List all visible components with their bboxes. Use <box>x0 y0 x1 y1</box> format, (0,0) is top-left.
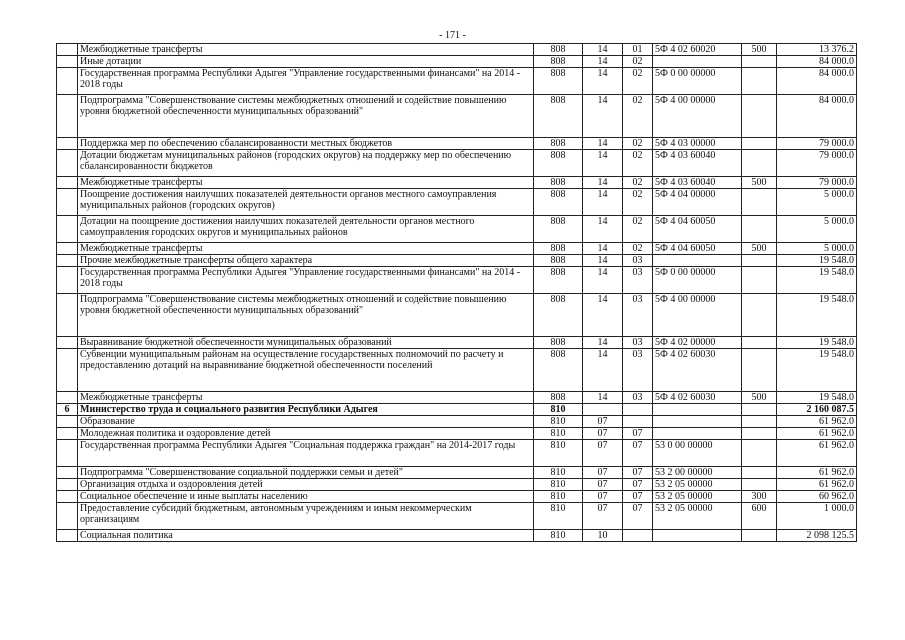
expense-type-code-cell <box>742 68 777 95</box>
amount-cell: 61 962.0 <box>777 440 857 467</box>
item-name-cell: Социальная политика <box>78 530 534 542</box>
department-code-cell: 808 <box>534 349 583 392</box>
subsection-code-cell: 02 <box>623 216 653 243</box>
table-row <box>57 177 857 189</box>
target-item-code-cell: 5Ф 4 04 00000 <box>653 189 742 216</box>
subsection-code-cell: 07 <box>623 467 653 479</box>
section-code-cell: 14 <box>583 189 623 216</box>
amount-cell: 19 548.0 <box>777 267 857 294</box>
department-code-cell: 808 <box>534 392 583 404</box>
section-code-cell <box>583 404 623 416</box>
item-name-cell: Министерство труда и социального развития Республики Адыгея <box>78 404 534 416</box>
item-name-cell: Подпрограмма "Совершенствование социальной поддержки семьи и детей" <box>78 467 534 479</box>
row-number-cell <box>57 177 78 189</box>
amount-cell: 1 000.0 <box>777 503 857 530</box>
item-name-cell: Прочие межбюджетные трансферты общего характера <box>78 255 534 267</box>
target-item-code-cell: 5Ф 4 03 60040 <box>653 150 742 177</box>
table-row <box>57 68 857 95</box>
row-number-cell <box>57 95 78 138</box>
item-name-cell: Межбюджетные трансферты <box>78 392 534 404</box>
item-name-cell: Поддержка мер по обеспечению сбалансированности местных бюджетов <box>78 138 534 150</box>
item-name-cell: Государственная программа Республики Адыгея "Управление государственными финансами" на 2014 - 2018 годы <box>78 68 534 95</box>
section-code-cell: 14 <box>583 294 623 337</box>
expense-type-code-cell <box>742 56 777 68</box>
item-name-cell: Образование <box>78 416 534 428</box>
section-code-cell: 14 <box>583 150 623 177</box>
table-row <box>57 95 857 138</box>
expense-type-code-cell <box>742 337 777 349</box>
section-code-cell: 14 <box>583 392 623 404</box>
amount-cell: 79 000.0 <box>777 138 857 150</box>
amount-cell: 61 962.0 <box>777 479 857 491</box>
department-code-cell: 808 <box>534 294 583 337</box>
table-row <box>57 479 857 491</box>
item-name-cell: Предоставление субсидий бюджетным, автономным учреждениям и иным некоммерческим организациям <box>78 503 534 530</box>
target-item-code-cell: 53 2 00 00000 <box>653 467 742 479</box>
subsection-code-cell: 02 <box>623 150 653 177</box>
department-code-cell: 808 <box>534 95 583 138</box>
amount-cell: 19 548.0 <box>777 255 857 267</box>
department-code-cell: 810 <box>534 503 583 530</box>
item-name-cell: Организация отдыха и оздоровления детей <box>78 479 534 491</box>
department-code-cell: 808 <box>534 243 583 255</box>
target-item-code-cell: 5Ф 4 00 00000 <box>653 294 742 337</box>
item-name-cell: Государственная программа Республики Адыгея "Управление государственными финансами" на 2014 - 2018 годы <box>78 267 534 294</box>
target-item-code-cell <box>653 56 742 68</box>
table-row <box>57 56 857 68</box>
department-code-cell: 808 <box>534 189 583 216</box>
row-number-cell <box>57 337 78 349</box>
expense-type-code-cell <box>742 416 777 428</box>
expense-type-code-cell: 500 <box>742 392 777 404</box>
department-code-cell: 810 <box>534 479 583 491</box>
amount-cell: 5 000.0 <box>777 216 857 243</box>
row-number-cell <box>57 491 78 503</box>
budget-table-body <box>57 44 857 542</box>
target-item-code-cell: 5Ф 0 00 00000 <box>653 267 742 294</box>
amount-cell: 84 000.0 <box>777 56 857 68</box>
table-row <box>57 428 857 440</box>
target-item-code-cell: 5Ф 4 02 60030 <box>653 349 742 392</box>
subsection-code-cell: 02 <box>623 189 653 216</box>
department-code-cell: 808 <box>534 68 583 95</box>
row-number-cell <box>57 56 78 68</box>
amount-cell: 5 000.0 <box>777 189 857 216</box>
section-code-cell: 14 <box>583 68 623 95</box>
department-code-cell: 808 <box>534 216 583 243</box>
expense-type-code-cell <box>742 530 777 542</box>
item-name-cell: Подпрограмма "Совершенствование системы межбюджетных отношений и содействие повышению уровня бюджетной обеспеченности муниципальных образований" <box>78 294 534 337</box>
section-code-cell: 14 <box>583 349 623 392</box>
department-code-cell: 810 <box>534 530 583 542</box>
table-row <box>57 243 857 255</box>
row-number-cell <box>57 267 78 294</box>
expense-type-code-cell <box>742 467 777 479</box>
table-row <box>57 150 857 177</box>
expense-type-code-cell <box>742 440 777 467</box>
item-name-cell: Субвенции муниципальным районам на осуществление государственных полномочий по расчету и предоставлению дотаций на выравнивание бюджетной обеспеченности поселений <box>78 349 534 392</box>
department-code-cell: 810 <box>534 404 583 416</box>
row-number-cell: 6 <box>57 404 78 416</box>
amount-cell: 13 376.2 <box>777 44 857 56</box>
table-row <box>57 138 857 150</box>
row-number-cell <box>57 216 78 243</box>
subsection-code-cell: 07 <box>623 479 653 491</box>
item-name-cell: Иные дотации <box>78 56 534 68</box>
item-name-cell: Поощрение достижения наилучших показателей деятельности органов местного самоуправления муниципальных районов (городских округов) <box>78 189 534 216</box>
subsection-code-cell: 07 <box>623 491 653 503</box>
item-name-cell: Дотации бюджетам муниципальных районов (городских округов) на поддержку мер по обеспечению сбалансированности бюджетов <box>78 150 534 177</box>
row-number-cell <box>57 44 78 56</box>
item-name-cell: Межбюджетные трансферты <box>78 243 534 255</box>
row-number-cell <box>57 416 78 428</box>
item-name-cell: Межбюджетные трансферты <box>78 44 534 56</box>
section-code-cell: 14 <box>583 56 623 68</box>
item-name-cell: Социальное обеспечение и иные выплаты населению <box>78 491 534 503</box>
amount-cell: 61 962.0 <box>777 428 857 440</box>
section-code-cell: 14 <box>583 255 623 267</box>
amount-cell: 19 548.0 <box>777 337 857 349</box>
row-number-cell <box>57 68 78 95</box>
target-item-code-cell: 5Ф 4 03 00000 <box>653 138 742 150</box>
row-number-cell <box>57 138 78 150</box>
table-row <box>57 530 857 542</box>
expense-type-code-cell: 500 <box>742 44 777 56</box>
target-item-code-cell: 5Ф 4 00 00000 <box>653 95 742 138</box>
target-item-code-cell: 5Ф 4 02 60020 <box>653 44 742 56</box>
section-code-cell: 14 <box>583 243 623 255</box>
amount-cell: 19 548.0 <box>777 392 857 404</box>
subsection-code-cell: 01 <box>623 44 653 56</box>
row-number-cell <box>57 503 78 530</box>
amount-cell: 2 160 087.5 <box>777 404 857 416</box>
department-code-cell: 808 <box>534 56 583 68</box>
department-code-cell: 808 <box>534 177 583 189</box>
row-number-cell <box>57 150 78 177</box>
department-code-cell: 810 <box>534 467 583 479</box>
department-code-cell: 808 <box>534 150 583 177</box>
row-number-cell <box>57 479 78 491</box>
department-code-cell: 810 <box>534 416 583 428</box>
section-code-cell: 07 <box>583 479 623 491</box>
item-name-cell: Дотации на поощрение достижения наилучших показателей деятельности органов местного самоуправления городских округов и муниципальных районов <box>78 216 534 243</box>
subsection-code-cell: 03 <box>623 255 653 267</box>
row-number-cell <box>57 392 78 404</box>
row-number-cell <box>57 189 78 216</box>
target-item-code-cell: 53 0 00 00000 <box>653 440 742 467</box>
department-code-cell: 808 <box>534 138 583 150</box>
expense-type-code-cell <box>742 428 777 440</box>
target-item-code-cell: 5Ф 4 02 00000 <box>653 337 742 349</box>
target-item-code-cell: 53 2 05 00000 <box>653 491 742 503</box>
table-row <box>57 267 857 294</box>
amount-cell: 61 962.0 <box>777 467 857 479</box>
table-row <box>57 349 857 392</box>
row-number-cell <box>57 294 78 337</box>
expense-type-code-cell <box>742 189 777 216</box>
subsection-code-cell <box>623 416 653 428</box>
table-row <box>57 416 857 428</box>
subsection-code-cell: 02 <box>623 138 653 150</box>
expense-type-code-cell: 600 <box>742 503 777 530</box>
amount-cell: 84 000.0 <box>777 95 857 138</box>
amount-cell: 2 098 125.5 <box>777 530 857 542</box>
row-number-cell <box>57 243 78 255</box>
expense-type-code-cell <box>742 95 777 138</box>
table-row <box>57 337 857 349</box>
amount-cell: 79 000.0 <box>777 177 857 189</box>
amount-cell: 19 548.0 <box>777 294 857 337</box>
expense-type-code-cell <box>742 267 777 294</box>
table-row <box>57 294 857 337</box>
section-code-cell: 07 <box>583 491 623 503</box>
expense-type-code-cell: 500 <box>742 177 777 189</box>
target-item-code-cell <box>653 404 742 416</box>
item-name-cell: Межбюджетные трансферты <box>78 177 534 189</box>
budget-table <box>56 43 857 542</box>
item-name-cell: Подпрограмма "Совершенствование системы межбюджетных отношений и содействие повышению уровня бюджетной обеспеченности муниципальных образований" <box>78 95 534 138</box>
amount-cell: 60 962.0 <box>777 491 857 503</box>
row-number-cell <box>57 255 78 267</box>
subsection-code-cell: 03 <box>623 337 653 349</box>
subsection-code-cell: 03 <box>623 267 653 294</box>
section-code-cell: 07 <box>583 440 623 467</box>
row-number-cell <box>57 440 78 467</box>
expense-type-code-cell <box>742 255 777 267</box>
table-row <box>57 491 857 503</box>
item-name-cell: Государственная программа Республики Адыгея "Социальная поддержка граждан" на 2014-2017 годы <box>78 440 534 467</box>
subsection-code-cell: 03 <box>623 392 653 404</box>
subsection-code-cell: 02 <box>623 56 653 68</box>
target-item-code-cell: 5Ф 0 00 00000 <box>653 68 742 95</box>
row-number-cell <box>57 530 78 542</box>
item-name-cell: Молодежная политика и оздоровление детей <box>78 428 534 440</box>
subsection-code-cell: 07 <box>623 503 653 530</box>
subsection-code-cell: 07 <box>623 440 653 467</box>
target-item-code-cell: 5Ф 4 04 60050 <box>653 243 742 255</box>
subsection-code-cell: 02 <box>623 68 653 95</box>
expense-type-code-cell <box>742 150 777 177</box>
amount-cell: 5 000.0 <box>777 243 857 255</box>
expense-type-code-cell <box>742 216 777 243</box>
section-code-cell: 07 <box>583 467 623 479</box>
row-number-cell <box>57 467 78 479</box>
target-item-code-cell: 5Ф 4 04 60050 <box>653 216 742 243</box>
section-code-cell: 07 <box>583 428 623 440</box>
department-code-cell: 810 <box>534 491 583 503</box>
table-row <box>57 392 857 404</box>
amount-cell: 61 962.0 <box>777 416 857 428</box>
department-code-cell: 808 <box>534 44 583 56</box>
target-item-code-cell <box>653 255 742 267</box>
table-row <box>57 189 857 216</box>
department-code-cell: 810 <box>534 440 583 467</box>
page-number: - 171 - <box>439 30 466 41</box>
department-code-cell: 808 <box>534 255 583 267</box>
amount-cell: 19 548.0 <box>777 349 857 392</box>
section-code-cell: 14 <box>583 267 623 294</box>
section-code-cell: 07 <box>583 503 623 530</box>
section-code-cell: 14 <box>583 138 623 150</box>
expense-type-code-cell: 500 <box>742 243 777 255</box>
subsection-code-cell: 07 <box>623 428 653 440</box>
expense-type-code-cell <box>742 294 777 337</box>
section-code-cell: 14 <box>583 337 623 349</box>
subsection-code-cell: 02 <box>623 177 653 189</box>
department-code-cell: 810 <box>534 428 583 440</box>
row-number-cell <box>57 349 78 392</box>
subsection-code-cell: 02 <box>623 95 653 138</box>
target-item-code-cell: 53 2 05 00000 <box>653 479 742 491</box>
section-code-cell: 14 <box>583 177 623 189</box>
section-code-cell: 07 <box>583 416 623 428</box>
subsection-code-cell <box>623 404 653 416</box>
table-row <box>57 404 857 416</box>
target-item-code-cell <box>653 416 742 428</box>
subsection-code-cell: 02 <box>623 243 653 255</box>
section-code-cell: 10 <box>583 530 623 542</box>
department-code-cell: 808 <box>534 267 583 294</box>
row-number-cell <box>57 428 78 440</box>
section-code-cell: 14 <box>583 95 623 138</box>
table-row <box>57 440 857 467</box>
table-row <box>57 503 857 530</box>
item-name-cell: Выравнивание бюджетной обеспеченности муниципальных образований <box>78 337 534 349</box>
expense-type-code-cell: 300 <box>742 491 777 503</box>
target-item-code-cell <box>653 530 742 542</box>
section-code-cell: 14 <box>583 44 623 56</box>
target-item-code-cell: 5Ф 4 03 60040 <box>653 177 742 189</box>
target-item-code-cell: 53 2 05 00000 <box>653 503 742 530</box>
subsection-code-cell: 03 <box>623 349 653 392</box>
subsection-code-cell <box>623 530 653 542</box>
target-item-code-cell: 5Ф 4 02 60030 <box>653 392 742 404</box>
table-row <box>57 255 857 267</box>
expense-type-code-cell <box>742 479 777 491</box>
department-code-cell: 808 <box>534 337 583 349</box>
table-row <box>57 216 857 243</box>
amount-cell: 84 000.0 <box>777 68 857 95</box>
target-item-code-cell <box>653 428 742 440</box>
amount-cell: 79 000.0 <box>777 150 857 177</box>
expense-type-code-cell <box>742 349 777 392</box>
subsection-code-cell: 03 <box>623 294 653 337</box>
expense-type-code-cell <box>742 404 777 416</box>
expense-type-code-cell <box>742 138 777 150</box>
table-row <box>57 467 857 479</box>
table-row <box>57 44 857 56</box>
section-code-cell: 14 <box>583 216 623 243</box>
